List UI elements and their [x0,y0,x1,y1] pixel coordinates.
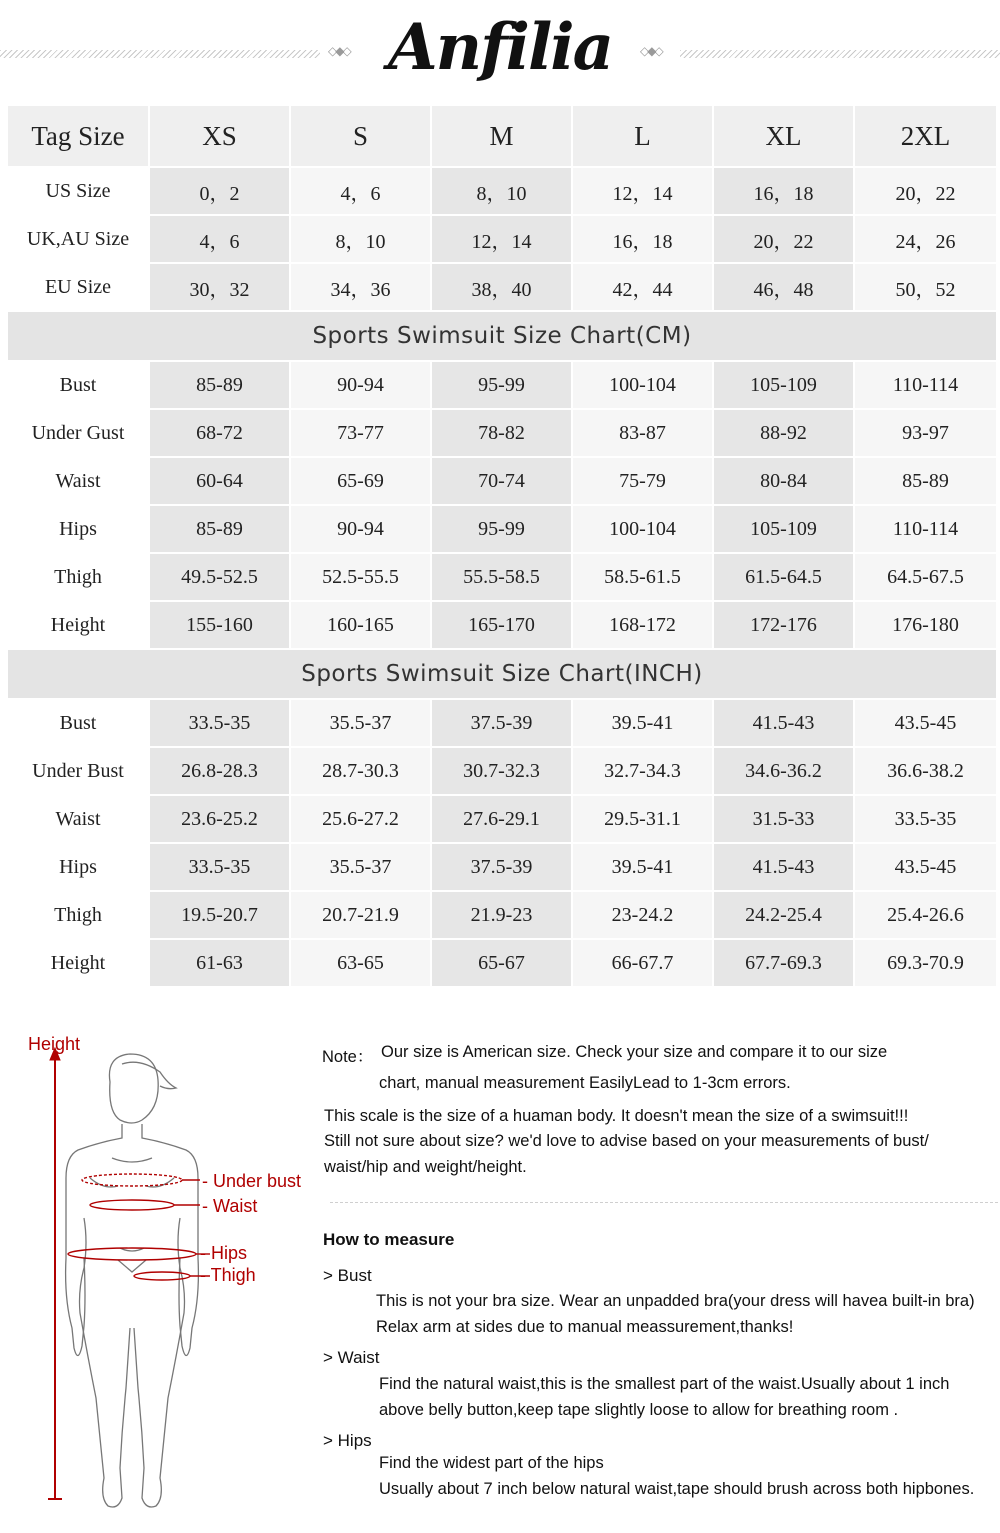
hips-line-1: Find the widest part of the hips [379,1454,604,1472]
header-ornament-right: ◇◆◇ [640,44,662,58]
table-cell: 61-63 [149,939,290,987]
table-cell: 20，22 [713,215,854,263]
cm-section-header [7,311,997,361]
body-measurement-figure [0,1028,310,1533]
header-hatch-left [0,50,320,58]
under-bust-label: - Under bust [202,1171,302,1191]
table-cell: 25.6-27.2 [290,795,431,843]
table-cell: 168-172 [572,601,713,649]
table-cell: 35.5-37 [290,699,431,747]
cm-measurement-row [7,505,997,553]
size-header-cell: XS [149,105,290,167]
table-cell: 68-72 [149,409,290,457]
table-cell: 30.7-32.3 [431,747,572,795]
table-cell: 49.5-52.5 [149,553,290,601]
table-cell: 93-97 [854,409,997,457]
thigh-label: - Thigh [200,1265,256,1285]
table-cell: 42，44 [572,263,713,311]
size-conversion-row [7,215,997,263]
table-cell: 35.5-37 [290,843,431,891]
table-cell: 160-165 [290,601,431,649]
table-cell: 33.5-35 [854,795,997,843]
table-cell: 37.5-39 [431,843,572,891]
table-cell: 176-180 [854,601,997,649]
header-hatch-right [680,50,1000,58]
table-cell: 65-69 [290,457,431,505]
notes-divider [330,1202,998,1203]
row-label: Bust [7,361,149,409]
bust-line-1: This is not your bra size. Wear an unpadded bra(your dress will havea built-in bra) [376,1292,975,1310]
table-cell: 4，6 [290,167,431,215]
table-cell: 41.5-43 [713,843,854,891]
table-cell: 8，10 [290,215,431,263]
table-cell: 110-114 [854,505,997,553]
note-label: Note： [322,1048,374,1066]
table-cell: 65-67 [431,939,572,987]
hips-label: - Hips [200,1243,248,1263]
height-arrow [48,1048,62,1499]
table-cell: 8，10 [431,167,572,215]
table-cell: 105-109 [713,361,854,409]
table-cell: 4，6 [149,215,290,263]
table-cell: 34.6-36.2 [713,747,854,795]
table-cell: 24.2-25.4 [713,891,854,939]
inch-measurement-row [7,699,997,747]
how-to-measure-title: How to measure [323,1230,455,1249]
row-label: UK,AU Size [7,215,149,263]
size-header-cell: 2XL [854,105,997,167]
table-cell: 85-89 [149,505,290,553]
table-cell: 61.5-64.5 [713,553,854,601]
table-cell: 165-170 [431,601,572,649]
table-cell: 29.5-31.1 [572,795,713,843]
cm-measurement-row [7,361,997,409]
table-cell: 26.8-28.3 [149,747,290,795]
size-chart-table [6,104,998,988]
table-cell: 21.9-23 [431,891,572,939]
table-cell: 85-89 [854,457,997,505]
inch-measurement-row [7,747,997,795]
table-cell: 19.5-20.7 [149,891,290,939]
waist-line-1: Find the natural waist,this is the smallest part of the waist.Usually about 1 inch [379,1375,950,1393]
inch-measurement-row [7,891,997,939]
waist-label: - Waist [202,1196,258,1216]
table-cell: 43.5-45 [854,699,997,747]
row-label: Height [7,939,149,987]
table-cell: 12，14 [572,167,713,215]
row-label: Hips [7,505,149,553]
table-cell: 23.6-25.2 [149,795,290,843]
table-cell: 24，26 [854,215,997,263]
row-label: US Size [7,167,149,215]
table-cell: 100-104 [572,505,713,553]
table-cell: 75-79 [572,457,713,505]
table-cell: 33.5-35 [149,843,290,891]
row-label: Waist [7,457,149,505]
table-cell: 70-74 [431,457,572,505]
body-outline-illustration [0,1028,310,1533]
table-cell: 69.3-70.9 [854,939,997,987]
table-cell: 78-82 [431,409,572,457]
hips-line-2: Usually about 7 inch below natural waist,tape should brush across both hipbones. [379,1480,975,1498]
table-cell: 100-104 [572,361,713,409]
table-cell: 16，18 [713,167,854,215]
header-ornament-left: ◇◆◇ [328,44,350,58]
row-label: Under Bust [7,747,149,795]
note-line-2: chart, manual measurement EasilyLead to 1-3cm errors. [379,1074,791,1092]
table-cell: 83-87 [572,409,713,457]
table-cell: 88-92 [713,409,854,457]
table-cell: 39.5-41 [572,699,713,747]
brand-header [0,0,1000,100]
row-label: Under Gust [7,409,149,457]
tag-size-header: Tag Size [7,105,149,167]
waist-heading: > Waist [323,1348,380,1367]
table-cell: 36.6-38.2 [854,747,997,795]
table-cell: 52.5-55.5 [290,553,431,601]
table-cell: 60-64 [149,457,290,505]
brand-logo: Anfilia [387,10,613,85]
inch-measurement-row [7,939,997,987]
table-cell: 28.7-30.3 [290,747,431,795]
table-cell: 31.5-33 [713,795,854,843]
table-cell: 0，2 [149,167,290,215]
size-conversion-row [7,167,997,215]
table-cell: 50，52 [854,263,997,311]
table-cell: 172-176 [713,601,854,649]
table-cell: 39.5-41 [572,843,713,891]
table-cell: 95-99 [431,505,572,553]
size-header-cell: L [572,105,713,167]
table-cell: 37.5-39 [431,699,572,747]
table-cell: 73-77 [290,409,431,457]
row-label: Thigh [7,553,149,601]
table-cell: 20.7-21.9 [290,891,431,939]
table-cell: 85-89 [149,361,290,409]
table-cell: 43.5-45 [854,843,997,891]
table-cell: 55.5-58.5 [431,553,572,601]
section-title: Sports Swimsuit Size Chart(CM) [7,311,997,361]
table-cell: 32.7-34.3 [572,747,713,795]
table-header-row [7,105,997,167]
table-cell: 63-65 [290,939,431,987]
table-cell: 66-67.7 [572,939,713,987]
table-cell: 27.6-29.1 [431,795,572,843]
cm-measurement-row [7,553,997,601]
inch-measurement-row [7,843,997,891]
cm-measurement-row [7,601,997,649]
table-cell: 25.4-26.6 [854,891,997,939]
table-cell: 64.5-67.5 [854,553,997,601]
table-cell: 20，22 [854,167,997,215]
scale-line-1: This scale is the size of a huaman body. It doesn't mean the size of a swimsuit!!! [324,1107,909,1125]
row-label: EU Size [7,263,149,311]
table-cell: 34，36 [290,263,431,311]
scale-line-2: Still not sure about size? we'd love to advise based on your measurements of bust/ [324,1132,929,1150]
table-cell: 95-99 [431,361,572,409]
row-label: Thigh [7,891,149,939]
size-header-cell: M [431,105,572,167]
waist-line-2: above belly button,keep tape slightly loose to allow for breathing room . [379,1401,899,1419]
table-cell: 33.5-35 [149,699,290,747]
table-cell: 80-84 [713,457,854,505]
bust-heading: > Bust [323,1266,372,1285]
row-label: Waist [7,795,149,843]
inch-measurement-row [7,795,997,843]
row-label: Height [7,601,149,649]
measure-lines [68,1174,210,1280]
table-cell: 38，40 [431,263,572,311]
section-title: Sports Swimsuit Size Chart(INCH) [7,649,997,699]
table-cell: 110-114 [854,361,997,409]
table-cell: 23-24.2 [572,891,713,939]
table-cell: 16，18 [572,215,713,263]
size-header-cell: S [290,105,431,167]
table-cell: 90-94 [290,361,431,409]
hips-heading: > Hips [323,1431,372,1450]
row-label: Bust [7,699,149,747]
scale-line-3: waist/hip and weight/height. [324,1158,527,1176]
table-cell: 46，48 [713,263,854,311]
size-conversion-row [7,263,997,311]
bust-line-2: Relax arm at sides due to manual meassurement,thanks! [376,1318,794,1336]
table-cell: 105-109 [713,505,854,553]
table-cell: 12，14 [431,215,572,263]
height-label: Height [28,1034,81,1054]
table-cell: 90-94 [290,505,431,553]
cm-measurement-row [7,457,997,505]
size-header-cell: XL [713,105,854,167]
cm-measurement-row [7,409,997,457]
table-cell: 155-160 [149,601,290,649]
note-line-1: Our size is American size. Check your size and compare it to our size [381,1043,888,1061]
table-cell: 58.5-61.5 [572,553,713,601]
row-label: Hips [7,843,149,891]
table-cell: 30，32 [149,263,290,311]
table-cell: 67.7-69.3 [713,939,854,987]
body-outline [66,1054,199,1507]
table-cell: 41.5-43 [713,699,854,747]
inch-section-header [7,649,997,699]
